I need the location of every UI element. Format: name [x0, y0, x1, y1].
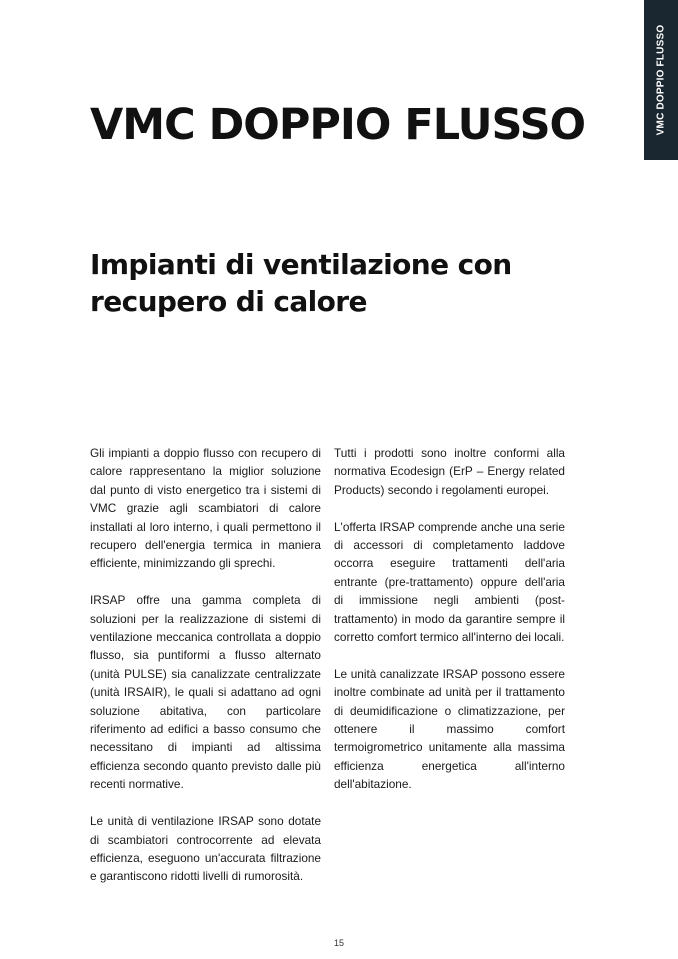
right-text-column: [334, 444, 565, 812]
paragraph: Gli impianti a doppio flusso con recupero di calore rappresentano la miglior soluzione dal punto di visto energetico tra i sistemi di VMC grazie agli scambiatori di calore installati al loro interno, i quali permettono il recupero dell'energia termica in maniera efficiente, minimizzando gli sprechi.: [90, 446, 321, 571]
page-subtitle: Impianti di ventilazione con recupero di calore: [90, 248, 512, 318]
paragraph: IRSAP offre una gamma completa di soluzioni per la realizzazione di sistemi di ventilazione meccanica controllata a doppio flusso, sia puntiformi a flusso alternato (unità PULSE) sia canalizzate centralizzate (unità IRSAIR), le quali si adattano ad ogni soluzione abitativa, con particolare riferimento ad edifici a basso consumo che necessitano di impianti ad altissima efficienza secondo quanto previsto dalle più recenti normative.: [90, 593, 321, 792]
paragraph: Le unità di ventilazione IRSAP sono dotate di scambiatori controcorrente ad elevata efficienza, eseguono un'accurata filtrazione e garantiscono ridotti livelli di rumorosità.: [90, 814, 321, 884]
page-title: VMC DOPPIO FLUSSO: [90, 100, 586, 150]
paragraph: Le unità canalizzate IRSAP possono essere inoltre combinate ad unità per il trattamento di deumidificazione o climatizzazione, per ottenere il massimo comfort termoigrometrico unitamente alla massima efficienza energetica all'interno dell'abitazione.: [334, 666, 565, 792]
page-number: 15: [333, 938, 344, 948]
paragraph: Tutti i prodotti sono inoltre conformi alla normativa Ecodesign (ErP – Energy related Products) secondo i regolamenti europei.: [334, 446, 565, 497]
left-text-column: [90, 444, 321, 904]
paragraph: L'offerta IRSAP comprende anche una serie di accessori di completamento laddove occorra eseguire trattamenti dell'aria entrante (pre-trattamento) oppure dell'aria di immissione negli ambienti (post-trattamento) in modo da garantire sempre il corretto comfort termico all'interno dei locali.: [334, 519, 565, 645]
section-tab: [644, 0, 678, 160]
section-tab-label: VMC DOPPIO FLUSSO: [655, 24, 667, 136]
